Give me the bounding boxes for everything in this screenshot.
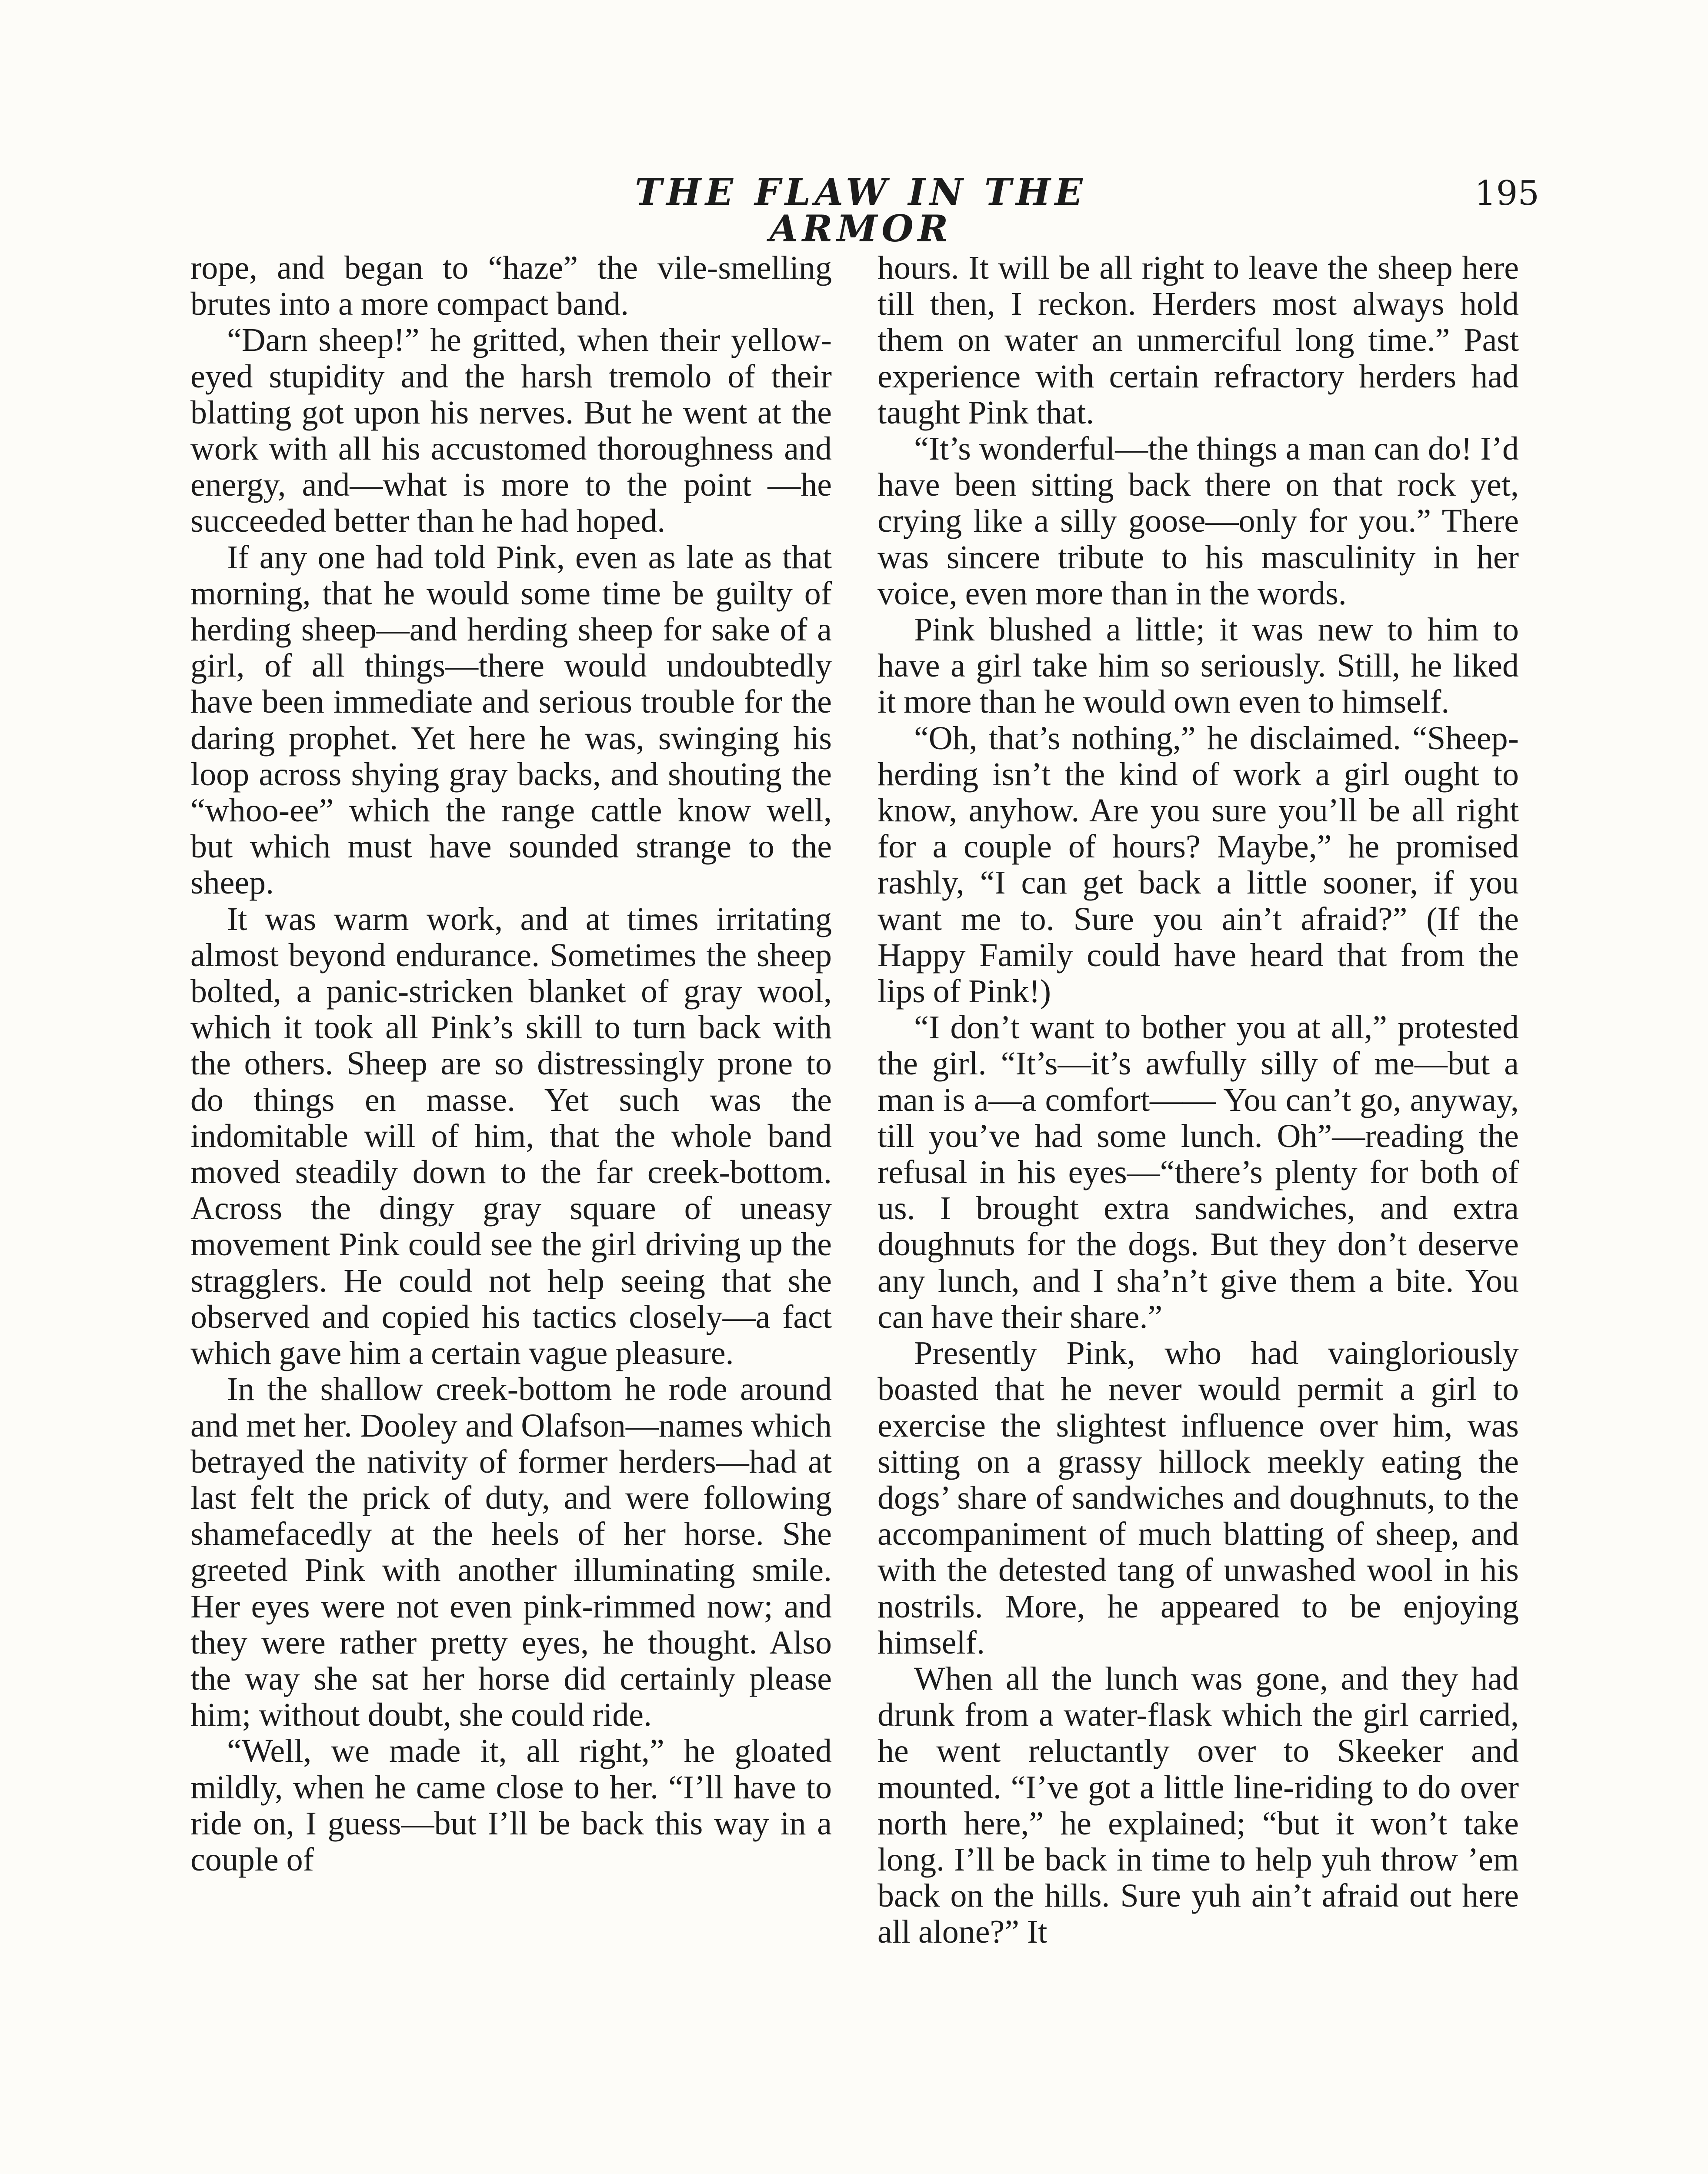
left-column xyxy=(190,250,832,1878)
paragraph: “Darn sheep!” he gritted, when their yellow-eyed stupidity and the harsh tremolo of their blatting got upon his nerves. But he went at the work with all his accustomed thoroughness and energy, and—what is more to the point —he succeeded better than he had hoped. xyxy=(190,322,832,540)
paragraph: It was warm work, and at times irritating almost beyond endurance. Sometimes the sheep bolted, a panic-stricken blanket of gray wool, which it took all Pink’s skill to turn back with the others. Sheep are so distressingly prone to do things en masse. Yet such was the indomitable will of him, that the whole band moved steadily down to the far creek-bottom. Across the dingy gray square of uneasy movement Pink could see the girl driving up the stragglers. He could not help seeing that she observed and copied his tactics closely—a fact which gave him a certain vague pleasure. xyxy=(190,900,832,1372)
right-column xyxy=(877,250,1519,1951)
paragraph: Pink blushed a little; it was new to him to have a girl take him so seriously. Still, he liked it more than he would own even to himself. xyxy=(877,611,1519,720)
paragraph: Presently Pink, who had vaingloriously boasted that he never would permit a girl to exercise the slightest influence over him, was sitting on a grassy hillock meekly eating the dogs’ share of sandwiches and doughnuts, to the accompaniment of much blatting of sheep, and with the detested tang of unwashed wool in his nostrils. More, he appeared to be enjoying himself. xyxy=(877,1335,1519,1661)
running-header-title: THE FLAW IN THE ARMOR xyxy=(635,170,1087,250)
paragraph: “Well, we made it, all right,” he gloated mildly, when he came close to her. “I’ll have to ride on, I guess—but I’ll be back this way in a couple of xyxy=(190,1733,832,1878)
paragraph: “I don’t want to bother you at all,” protested the girl. “It’s—it’s awfully silly of me—but a man is a—a comfort—— You can’t go, anyway, till you’ve had some lunch. Oh”—reading the refusal in his eyes—“there’s plenty for both of us. I brought extra sandwiches, and extra doughnuts for the dogs. But they don’t deserve any lunch, and I sha’n’t give them a bite. You can have their share.” xyxy=(877,1009,1519,1335)
paragraph: In the shallow creek-bottom he rode around and met her. Dooley and Olafson—names which betrayed the nativity of former herders—had at last felt the prick of duty, and were following shamefacedly at the heels of her horse. She greeted Pink with another illuminating smile. Her eyes were not even pink-rimmed now; and they were rather pretty eyes, he thought. Also the way she sat her horse did certainly please him; without doubt, she could ride. xyxy=(190,1371,832,1734)
paragraph: If any one had told Pink, even as late as that morning, that he would some time be guilty of herding sheep—and herding sheep for sake of a girl, of all things—there would undoubtedly have been immediate and serious trouble for the daring prophet. Yet here he was, swinging his loop across shying gray backs, and shouting the “whoo-ee” which the range cattle know well, but which must have sounded strange to the sheep. xyxy=(190,539,832,901)
paragraph: rope, and began to “haze” the vile-smelling brutes into a more compact band. xyxy=(190,250,832,323)
paragraph: “Oh, that’s nothing,” he disclaimed. “Sheep-herding isn’t the kind of work a girl ought to know, anyhow. Are you sure you’ll be all right for a couple of hours? Maybe,” he promised rashly, “I can get back a little sooner, if you want me to. Sure you ain’t afraid?” (If the Happy Family could have heard that from the lips of Pink!) xyxy=(877,720,1519,1010)
paragraph: hours. It will be all right to leave the sheep here till then, I reckon. Herders most always hold them on water an unmerciful long time.” Past experience with certain refractory herders had taught Pink that. xyxy=(877,250,1519,431)
paragraph: “It’s wonderful—the things a man can do! I’d have been sitting back there on that rock yet, crying like a silly goose—only for you.” There was sincere tribute to his masculinity in her voice, even more than in the words. xyxy=(877,430,1519,612)
paragraph: When all the lunch was gone, and they had drunk from a water-flask which the girl carried, he went reluctantly over to Skeeker and mounted. “I’ve got a little line-riding to do over north here,” he explained; “but it won’t take long. I’ll be back in time to help yuh throw ’em back on the hills. Sure yuh ain’t afraid out here all alone?” It xyxy=(877,1660,1519,1951)
page-number: 195 xyxy=(1474,174,1539,213)
